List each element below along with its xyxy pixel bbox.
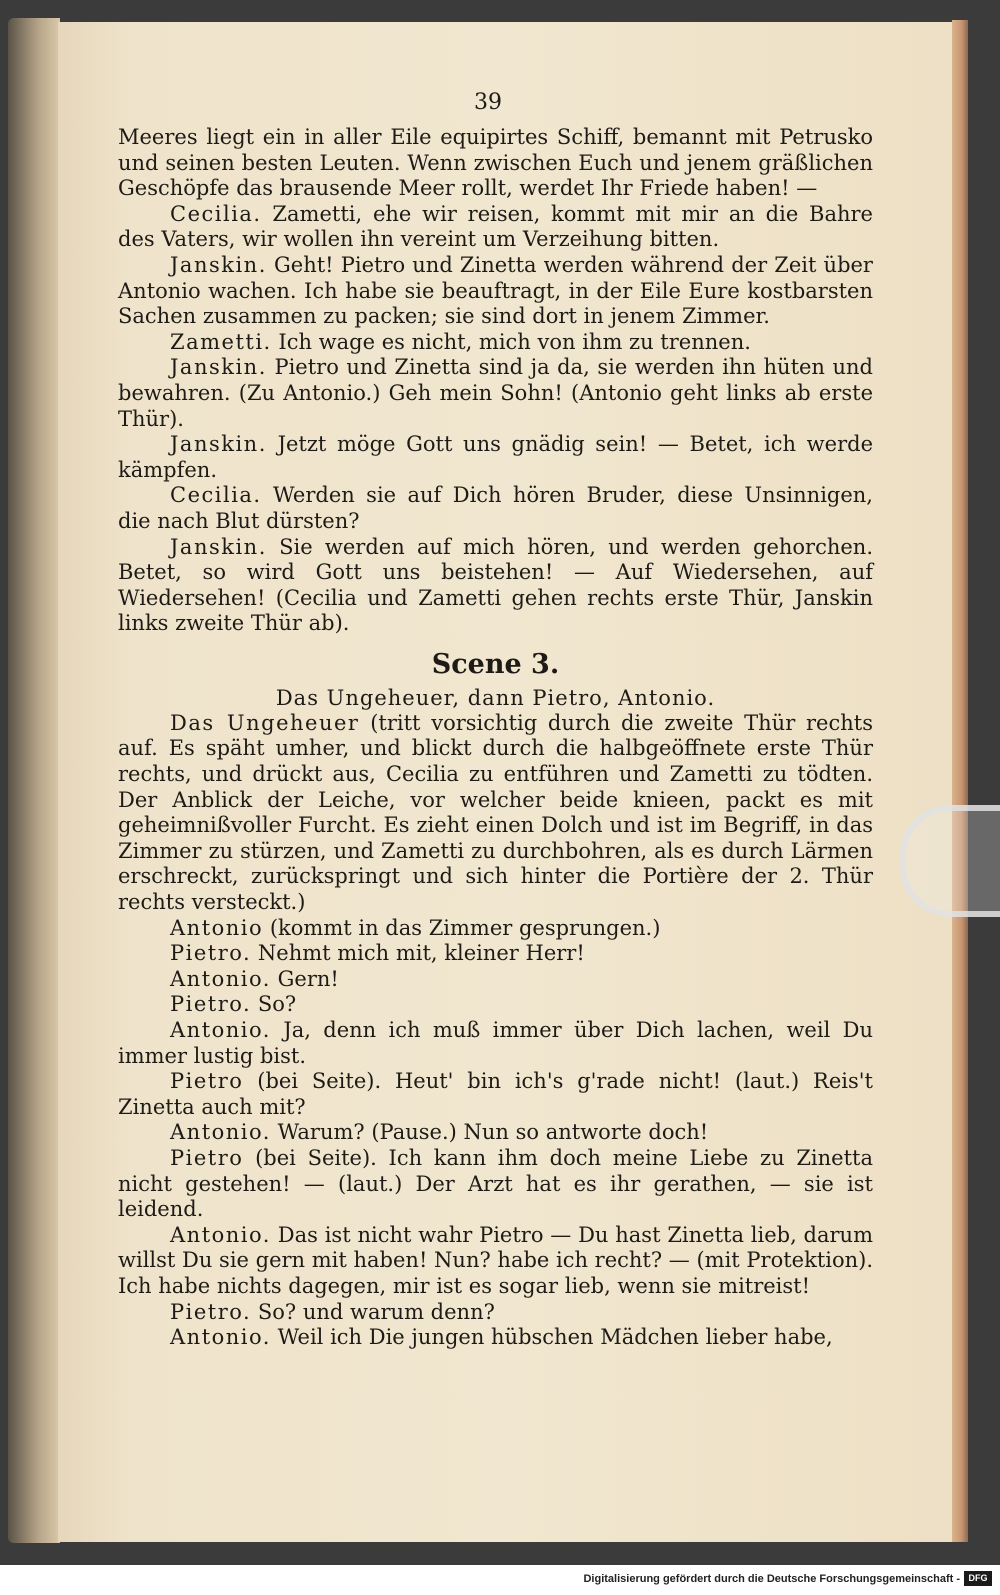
paragraph [118,535,873,637]
speaker: Antonio. [170,966,271,991]
paragraph-text: (kommt in das Zimmer gesprungen.) [269,915,661,940]
paragraph [118,1018,873,1069]
paragraph [118,432,873,483]
scene-heading: Scene 3. [431,648,560,680]
paragraph [118,967,873,993]
speaker: Cecilia. [170,483,262,508]
page-number: 39 [474,90,502,115]
paragraph-text: Ja, denn ich muß immer über Dich lachen, weil Du immer lustig bist. [118,1018,873,1068]
speaker: Das Ungeheuer [170,710,360,735]
paragraph [118,1300,873,1326]
paragraph [118,1120,873,1146]
paragraph-text: Weil ich Die jungen hübschen Mädchen lieber habe, [277,1325,833,1350]
speaker: Pietro [170,1145,244,1170]
paragraph-text: Das ist nicht wahr Pietro — Du hast Zinetta lieb, darum willst Du sie gern mit haben! Nun? habe ich recht? — (mit Protektion). Ich habe nichts dagegen, mir ist es sogar lieb, wenn sie mitreist! [118,1222,874,1298]
paragraph-text: (bei Seite). Heut' bin ich's g'rade nicht! (laut.) Reis't Zinetta auch mit? [118,1069,873,1119]
paragraph-text: Zametti, ehe wir reisen, kommt mit mir an die Bahre des Vaters, wir wollen ihn vereint um Verzeihung bitten. [118,201,873,252]
footer-bar [0,1565,1000,1595]
speaker: Antonio. [170,1222,271,1247]
speaker: Janskin. [170,355,267,380]
paragraph [118,916,873,942]
paragraph-text: Geht! Pietro und Zinetta werden während der Zeit über Antonio wachen. Ich habe sie beauftragt, in der Eile Eure kostbarsten Sachen zusammen zu packen; sie sind dort in jenem Zimmer. [118,252,873,329]
speaker: Antonio. [170,1018,271,1042]
paragraph [118,330,873,356]
speaker: Antonio. [170,1325,271,1350]
paragraph [118,253,873,330]
paragraph-text: Nehmt mich mit, kleiner Herr! [257,941,585,966]
paragraph [118,1325,873,1351]
speaker: Pietro. [170,1299,252,1324]
paragraph [118,941,873,967]
paragraph [118,992,873,1018]
scene-cast: Das Ungeheuer, dann Pietro, Antonio. [275,685,716,710]
speaker: Pietro [170,1069,244,1094]
speaker: Janskin. [170,432,267,457]
paragraph-text: Werden sie auf Dich hören Bruder, diese Unsinnigen, die nach Blut dürsten? [118,483,873,533]
paragraph-text: Meeres liegt ein in aller Eile equipirtes Schiff, bemannt mit Petrusko und seinen besten Leuten. Wenn zwischen Euch und jenem gräßlichen Geschöpfe das brausende Meer rollt, werdet Ihr Friede haben! — [118,125,873,201]
speaker: Cecilia. [170,201,262,226]
book-binding-edge [8,18,60,1543]
speaker: Zametti. [170,329,272,354]
paragraph-text: Gern! [277,966,339,991]
footer-credit: Digitalisierung gefördert durch die Deutsche Forschungsgemeinschaft - [583,1573,960,1585]
paragraph [118,1069,873,1120]
paragraph [118,355,873,432]
paragraph-text: (tritt vorsichtig durch die zweite Thür rechts auf. Es späht umher, und blickt durch die halbgeöffnete erste Thür rechts, und drückt aus, Cecilia zu entführen und Zametti zu tödten. Der Anblick der Leiche, vor welcher beide knieen, packt es mit geheimnißvoller Furcht. Es zieht einen Dolch und ist im Begriff, in das Zimmer zu stürzen, und Zametti zu durchbohren, als es durch Lärmen erschreckt, zurückspringt und sich hinter die Portière der 2. Thür rechts versteckt.) [118,710,873,915]
paragraph-text: Ich wage es nicht, mich von ihm zu trennen. [278,329,751,354]
page-stack-edge [952,20,968,1542]
paragraph-text: Warum? (Pause.) Nun so antworte doch! [277,1120,709,1145]
paragraph-text: Jetzt möge Gott uns gnädig sein! — Betet, ich werde kämpfen. [118,432,873,482]
paragraph-text: Pietro und Zinetta sind ja da, sie werden ihn hüten und bewahren. (Zu Antonio.) Geh mein Sohn! (Antonio geht links ab erste Thür). [118,355,873,431]
page-clip [900,805,1000,917]
paragraph [118,1146,873,1223]
paragraph [118,1223,873,1300]
paragraph-text: Sie werden auf mich hören, und werden gehorchen. Betet, so wird Gott uns beistehen! — Auf Wiedersehen, auf Wiedersehen! (Cecilia und Zametti gehen rechts erste Thür, Janskin links zweite Thür ab). [118,534,873,636]
speaker: Pietro. [170,992,252,1017]
page-text [118,90,873,1351]
paragraph-text: So? [257,992,297,1017]
speaker: Antonio. [170,1120,271,1145]
paragraph [118,125,873,202]
speaker: Janskin. [170,252,267,277]
dfg-logo: DFG [964,1571,992,1586]
speaker: Janskin. [170,534,267,559]
paragraph-text: (bei Seite). Ich kann ihm doch meine Liebe zu Zinetta nicht gestehen! — (laut.) Der Arzt hat es ihr gerathen, — sie ist leidend. [118,1145,873,1222]
paragraph [118,483,873,534]
speaker: Antonio [170,915,264,940]
paragraph-text: So? und warum denn? [257,1299,495,1324]
paragraph [118,202,873,253]
paragraph [118,711,873,916]
speaker: Pietro. [170,941,252,966]
